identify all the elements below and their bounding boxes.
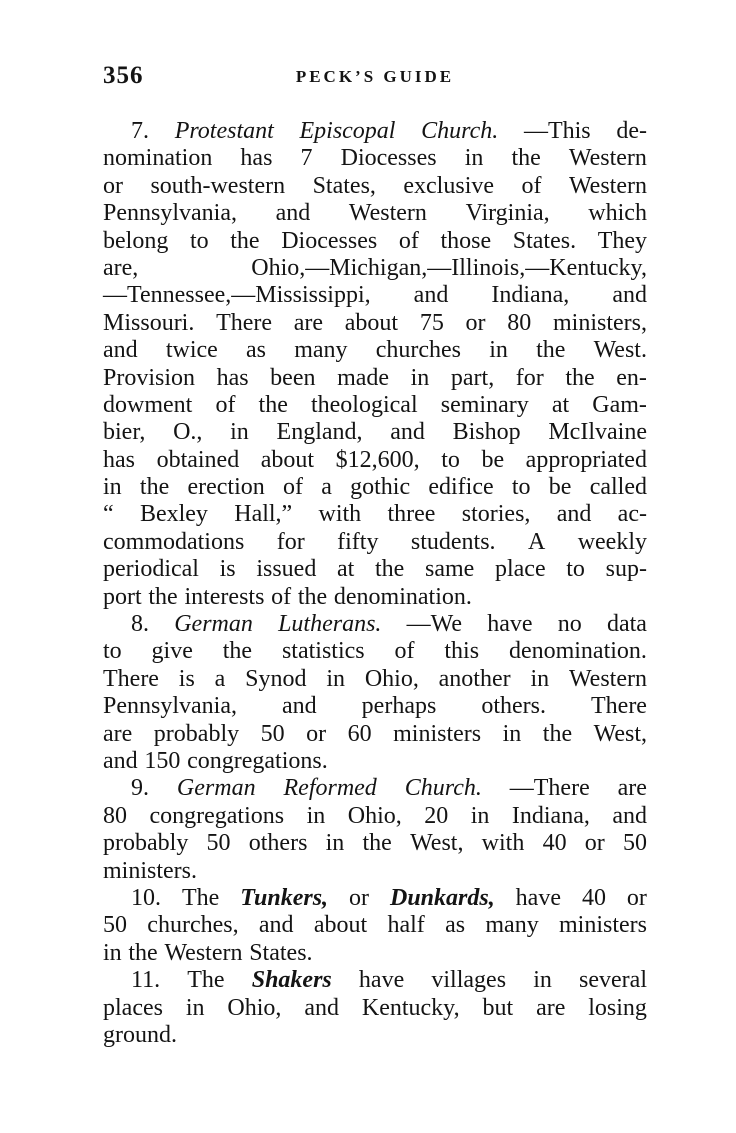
text-line — [103, 337, 647, 364]
word: Gam- — [592, 391, 647, 418]
word: England, — [276, 419, 363, 446]
word: or — [349, 884, 370, 911]
word: O., — [173, 419, 203, 446]
word: Missouri. — [103, 309, 195, 336]
word: are — [103, 720, 133, 747]
word: which — [588, 200, 647, 227]
word: be — [481, 446, 505, 473]
word: Bishop — [452, 419, 521, 446]
word: West. — [593, 337, 647, 364]
page-number: 356 — [103, 62, 144, 89]
word: gothic — [350, 474, 411, 501]
word: probably — [153, 720, 240, 747]
word: or — [103, 172, 123, 199]
text-line — [103, 995, 647, 1022]
word: Tunkers, — [240, 884, 329, 911]
word: no — [557, 611, 582, 638]
word: statistics — [281, 638, 365, 665]
text-line — [103, 228, 647, 255]
word: Ohio,—Michigan,—Illinois,—Kentucky, — [251, 254, 647, 281]
text-line — [103, 310, 647, 337]
word: and — [612, 802, 647, 829]
word: the — [230, 227, 260, 254]
word: as — [246, 337, 267, 364]
word: and — [103, 337, 138, 364]
word: are — [617, 775, 647, 802]
word: the — [542, 720, 573, 747]
word: for — [276, 528, 305, 555]
word: at — [336, 556, 355, 583]
word: at — [551, 391, 570, 418]
word: villages — [431, 967, 507, 994]
word: nomination — [103, 145, 213, 172]
word: ministers — [393, 720, 482, 747]
word: ministers — [559, 912, 647, 939]
word: Virginia, — [465, 200, 550, 227]
text-line — [103, 666, 647, 693]
word: the — [374, 556, 405, 583]
word: is — [178, 665, 195, 692]
text-line — [103, 803, 647, 830]
word: theological — [310, 391, 418, 418]
word: Diocesses — [281, 227, 378, 254]
word: in — [325, 830, 345, 857]
word: Western — [348, 200, 427, 227]
word: data — [606, 611, 647, 638]
word: and — [275, 200, 311, 227]
word: to — [103, 638, 122, 665]
word: perhaps — [361, 693, 437, 720]
word: Western — [568, 172, 647, 199]
word: but — [482, 994, 514, 1021]
word: 7 — [300, 145, 313, 172]
word: the — [362, 830, 392, 857]
word: Lutherans. — [278, 611, 382, 638]
word: in — [464, 145, 484, 172]
word: 75 — [419, 309, 444, 336]
word: have — [487, 611, 533, 638]
word: those — [440, 227, 492, 254]
word: Ohio, — [347, 802, 402, 829]
word: There — [216, 309, 273, 336]
word: have — [358, 967, 405, 994]
word: churches, — [147, 912, 239, 939]
word: exclusive — [403, 172, 495, 199]
word: in — [530, 665, 550, 692]
word: bier, — [103, 419, 146, 446]
text-line — [103, 529, 647, 556]
word: others — [248, 830, 308, 857]
word: German — [176, 775, 256, 802]
word: States. — [512, 227, 577, 254]
word: Indiana, — [491, 282, 570, 309]
text-line — [103, 721, 647, 748]
word: —There — [509, 775, 590, 802]
text-line — [103, 885, 647, 912]
word: and — [304, 994, 339, 1021]
word: A — [527, 528, 546, 555]
word: in — [326, 665, 345, 692]
word: of — [271, 583, 292, 610]
word: a — [214, 665, 226, 692]
text-line — [103, 173, 647, 200]
word: students. — [410, 528, 496, 555]
word: in — [306, 802, 326, 829]
word: There — [591, 693, 647, 720]
word: issued — [256, 556, 317, 583]
word: appropriated — [525, 446, 647, 473]
word: stories, — [461, 501, 531, 528]
text-line — [103, 282, 647, 309]
word: with — [318, 501, 362, 528]
word: 50 — [260, 720, 285, 747]
word: The — [181, 884, 220, 911]
word: about — [260, 446, 315, 473]
word: been — [270, 364, 316, 391]
word: denomination. — [508, 638, 647, 665]
word: has — [240, 145, 273, 172]
word: of — [398, 227, 419, 254]
text-line — [103, 419, 647, 446]
word: in — [103, 939, 122, 966]
paragraph — [103, 885, 647, 967]
paragraph — [103, 775, 647, 885]
word: the — [511, 145, 541, 172]
word: 80 — [103, 802, 127, 829]
page-header — [103, 62, 647, 96]
text-line — [103, 912, 647, 939]
word: as — [445, 912, 466, 939]
word: or — [306, 720, 327, 747]
word: —This — [523, 118, 591, 144]
word: erection — [187, 474, 265, 501]
word: and — [612, 282, 647, 309]
word: the — [139, 474, 170, 501]
word: is — [219, 556, 236, 583]
word: Diocesses — [340, 145, 437, 172]
word: for — [515, 364, 544, 391]
word: of — [215, 391, 236, 418]
word: places — [103, 994, 163, 1021]
word: in — [230, 419, 249, 446]
word: in — [489, 337, 508, 364]
word: 20 — [424, 802, 449, 829]
word: German — [174, 611, 253, 638]
word: congregations. — [187, 747, 328, 774]
word: of — [394, 638, 415, 665]
word: churches — [375, 337, 462, 364]
text-line — [103, 255, 647, 282]
word: Provision — [103, 364, 196, 391]
word: to — [441, 446, 460, 473]
word: 60 — [347, 720, 372, 747]
word: or — [626, 884, 647, 911]
word: others. — [481, 693, 546, 720]
text-line — [103, 693, 647, 720]
text-line — [103, 638, 647, 665]
word: Hall,” — [234, 501, 293, 528]
word: of — [283, 474, 303, 501]
text-line — [103, 584, 647, 611]
word: the — [297, 583, 328, 610]
text-line — [103, 118, 647, 145]
word: The — [187, 967, 225, 994]
word: 50 — [103, 912, 127, 939]
word: in — [410, 364, 430, 391]
word: the — [148, 583, 178, 610]
word: half — [387, 912, 425, 939]
text-line — [103, 748, 647, 775]
word: 7. — [131, 118, 149, 144]
word: obtained — [156, 446, 240, 473]
paragraph — [103, 118, 647, 611]
word: in — [103, 474, 122, 501]
word: Episcopal — [299, 118, 396, 144]
word: twice — [165, 337, 218, 364]
text-line — [103, 858, 647, 885]
text-line — [103, 145, 647, 172]
word: Indiana, — [511, 802, 590, 829]
word: —We — [406, 611, 463, 638]
word: 40 — [542, 830, 567, 857]
word: 8. — [131, 611, 149, 638]
word: West, — [593, 720, 647, 747]
word: Reformed — [283, 775, 377, 802]
word: and — [556, 501, 592, 528]
word: in — [533, 967, 552, 994]
word: Bexley — [139, 501, 208, 528]
word: of — [521, 172, 542, 199]
word: losing — [588, 994, 647, 1021]
word: congregations — [149, 802, 285, 829]
word: $12,600, — [335, 446, 420, 473]
word: belong — [103, 227, 169, 254]
word: Pennsylvania, — [103, 693, 237, 720]
word: States, — [312, 172, 376, 199]
word: McIlvaine — [548, 419, 647, 446]
word: many — [485, 912, 539, 939]
word: and — [282, 693, 317, 720]
word: They — [597, 227, 647, 254]
word: place — [494, 556, 546, 583]
word: 50 — [206, 830, 231, 857]
word: dowment — [103, 391, 193, 418]
word: commodations — [103, 528, 245, 555]
word: Pennsylvania, — [103, 200, 237, 227]
word: and — [258, 912, 294, 939]
word: in — [185, 994, 205, 1021]
word: same — [424, 556, 475, 583]
word: Western — [568, 665, 647, 692]
text-line — [103, 611, 647, 638]
word: probably — [103, 830, 189, 857]
word: and — [413, 282, 449, 309]
text-line — [103, 1022, 647, 1049]
word: sup- — [605, 556, 647, 583]
word: 9. — [131, 775, 149, 802]
word: Kentucky, — [361, 994, 460, 1021]
word: give — [151, 638, 193, 665]
word: Church. — [404, 775, 482, 802]
word: has — [216, 364, 249, 391]
word: denomination. — [333, 583, 472, 610]
word: edifice — [428, 474, 494, 501]
body-text — [103, 118, 647, 1049]
word: or — [584, 830, 605, 857]
text-line — [103, 967, 647, 994]
word: or — [465, 309, 486, 336]
word: a — [321, 474, 332, 501]
word: about — [344, 309, 399, 336]
word: Dunkards, — [389, 884, 495, 911]
word: Church. — [421, 118, 499, 144]
word: en- — [616, 364, 647, 391]
word: and — [390, 419, 425, 446]
word: this — [444, 638, 480, 665]
word: weekly — [577, 528, 647, 555]
word: ministers. — [103, 857, 197, 884]
word: 40 — [581, 884, 606, 911]
word: made — [337, 364, 390, 391]
word: in — [502, 720, 522, 747]
word: Ohio, — [227, 994, 282, 1021]
text-line — [103, 775, 647, 802]
text-line — [103, 200, 647, 227]
text-line — [103, 447, 647, 474]
word: seminary — [440, 391, 529, 418]
word: 50 — [623, 830, 647, 857]
word: about — [313, 912, 368, 939]
word: the — [258, 391, 288, 418]
word: three — [387, 501, 436, 528]
word: and — [103, 747, 138, 774]
word: Western — [164, 939, 243, 966]
word: Synod — [245, 665, 307, 692]
word: be — [548, 474, 572, 501]
word: has — [103, 446, 135, 473]
word: There — [103, 665, 159, 692]
text-line — [103, 556, 647, 583]
word: many — [294, 337, 348, 364]
word: the — [536, 337, 566, 364]
word: Ohio, — [364, 665, 419, 692]
word: “ — [103, 501, 114, 528]
word: are — [293, 309, 324, 336]
word: port — [103, 583, 142, 610]
word: south-western — [150, 172, 286, 199]
word: with — [481, 830, 525, 857]
word: are — [536, 994, 566, 1021]
word: to — [511, 474, 531, 501]
word: de- — [616, 118, 647, 144]
word: several — [579, 967, 647, 994]
word: part, — [450, 364, 495, 391]
paragraph — [103, 611, 647, 775]
word: Shakers — [251, 967, 332, 994]
word: 11. — [131, 967, 161, 994]
word: in — [470, 802, 490, 829]
word: the — [565, 364, 595, 391]
word: called — [589, 474, 647, 501]
word: West, — [410, 830, 464, 857]
word: to — [189, 227, 209, 254]
word: to — [566, 556, 585, 583]
word: 80 — [507, 309, 532, 336]
text-line — [103, 365, 647, 392]
word: interests — [184, 583, 265, 610]
text-line — [103, 501, 647, 528]
word: another — [438, 665, 511, 692]
word: ac- — [617, 501, 647, 528]
word: the — [128, 939, 158, 966]
word: States. — [249, 939, 313, 966]
word: —Tennessee,—Mississippi, — [103, 282, 371, 309]
word: ministers, — [552, 309, 647, 336]
word: 150 — [144, 747, 181, 774]
word: ground. — [103, 1021, 177, 1048]
word: 10. — [131, 884, 161, 911]
word: periodical — [103, 556, 199, 583]
text-line — [103, 940, 647, 967]
text-line — [103, 392, 647, 419]
word: the — [222, 638, 253, 665]
word: have — [515, 884, 561, 911]
text-line — [103, 830, 647, 857]
paragraph — [103, 967, 647, 1049]
word: Protestant — [174, 118, 274, 144]
word: are, — [103, 254, 139, 281]
running-title: PECK’S GUIDE — [295, 67, 455, 86]
word: fifty — [337, 528, 379, 555]
word: Western — [568, 145, 647, 172]
text-line — [103, 474, 647, 501]
